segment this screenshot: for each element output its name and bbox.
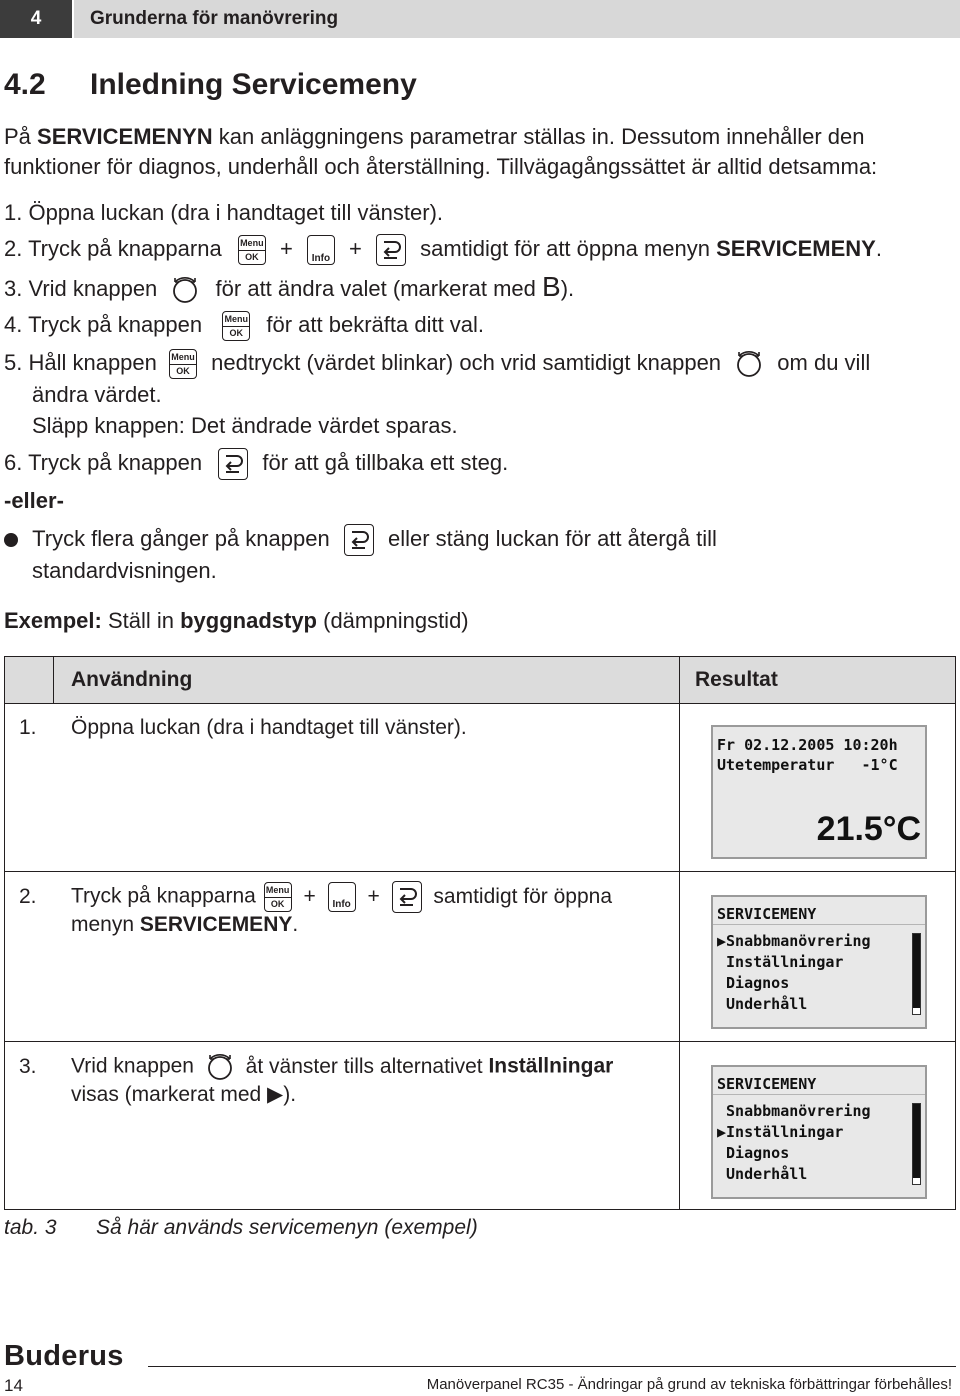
- page-number: 14: [4, 1376, 23, 1395]
- step-5-line-2: ändra värdet.: [32, 382, 162, 407]
- step-1: 1. Öppna luckan (dra i handtaget till vänster).: [4, 200, 444, 225]
- row-number: 3.: [19, 1055, 37, 1078]
- marker-symbol: B: [542, 271, 561, 302]
- example-text: Ställ in: [101, 608, 181, 633]
- example-text: (dämpningstid): [317, 608, 469, 633]
- chapter-number: 4: [0, 0, 72, 38]
- step-2: [4, 234, 882, 266]
- row-text-part: .: [292, 913, 299, 936]
- menu-item: Snabbmanövrering: [717, 1102, 871, 1120]
- step-5: [4, 348, 870, 380]
- row-text-part: åt vänster tills alternativet: [245, 1054, 483, 1078]
- step-text: för att ändra valet (markerat med: [215, 276, 536, 301]
- step-text: ).: [560, 276, 575, 301]
- intro-line-1: [4, 122, 865, 152]
- display-line: Fr 02.12.2005 10:20h: [717, 736, 898, 754]
- display-title: SERVICEMENY: [717, 1075, 817, 1093]
- intro-bold: SERVICEMENYN: [37, 124, 213, 149]
- step-text: om du vill: [777, 350, 871, 375]
- footer-note: Manöverpanel RC35 - Ändringar på grund av tekniska förbättringar förbehålles!: [426, 1376, 952, 1393]
- step-text: 5. Håll knappen: [4, 350, 157, 375]
- plus-sign: +: [303, 884, 316, 908]
- step-6: [4, 448, 508, 480]
- section-heading: [4, 68, 417, 102]
- room-temperature: 21.5°C: [816, 810, 921, 848]
- section-title: Inledning Servicemeny: [90, 68, 417, 101]
- bullet-icon: [4, 533, 18, 547]
- row-text: [71, 881, 612, 913]
- section-number: 4.2: [4, 68, 46, 101]
- example-bold: byggnadstyp: [180, 608, 317, 633]
- menu-ok-key-icon: Menu OK: [222, 311, 250, 341]
- bullet-step: [4, 524, 717, 556]
- row-text: Öppna luckan (dra i handtaget till vänster).: [71, 716, 467, 739]
- row-text-part: Tryck på knapparna: [71, 884, 256, 908]
- rotary-knob-icon: [169, 274, 201, 306]
- step-text: nedtryckt (värdet blinkar) och vrid samtidigt knappen: [211, 350, 722, 375]
- row-number: 1.: [19, 716, 37, 739]
- example-table: [4, 656, 956, 1210]
- step-5-line-3: Släpp knappen: Det ändrade värdet sparas.: [32, 413, 458, 438]
- rotary-knob-icon: [733, 348, 765, 380]
- scrollbar-fill: [913, 1104, 920, 1178]
- step-text: för att gå tillbaka ett steg.: [262, 450, 509, 475]
- row-text-bold: SERVICEMENY: [139, 913, 293, 936]
- menu-ok-key-icon: Menu OK: [264, 882, 292, 912]
- scrollbar: [912, 1103, 921, 1185]
- buderus-logo: Buderus: [4, 1340, 124, 1372]
- back-key-icon: [392, 881, 422, 913]
- back-key-icon: [376, 234, 406, 266]
- step-text: 3. Vrid knappen: [4, 276, 158, 301]
- menu-item: Inställningar: [717, 953, 844, 971]
- display-servicemenu-2: [711, 1065, 927, 1199]
- back-key-icon: [344, 524, 374, 556]
- intro-text: På: [4, 124, 38, 149]
- column-header-result: Resultat: [695, 668, 778, 691]
- row-text-part: Vrid knappen: [71, 1054, 194, 1078]
- step-text: Tryck flera gånger på knappen: [32, 526, 330, 551]
- plus-sign: +: [367, 884, 380, 908]
- menu-item: ▶Inställningar: [717, 1123, 844, 1141]
- menu-item: Diagnos: [717, 1144, 790, 1162]
- display-line: Utetemperatur -1°C: [717, 756, 898, 774]
- chapter-title: Grunderna för manövrering: [74, 0, 960, 38]
- example-heading: [4, 606, 469, 636]
- row-text-line-2: visas (markerat med ▶).: [71, 1083, 297, 1106]
- caption-text: Så här används servicemenyn (exempel): [96, 1216, 478, 1239]
- example-label: Exempel:: [4, 608, 102, 633]
- row-text-bold: Inställningar: [488, 1054, 614, 1078]
- info-key-icon: Info: [307, 235, 335, 265]
- intro-text: kan anläggningens parametrar ställas in. Dessutom innehåller den: [212, 124, 865, 149]
- row-text-part: menyn: [71, 913, 140, 936]
- step-4: [4, 310, 484, 341]
- scrollbar: [912, 933, 921, 1015]
- row-number: 2.: [19, 885, 37, 908]
- column-header-use: Användning: [71, 668, 193, 691]
- menu-item: Diagnos: [717, 974, 790, 992]
- row-text: [71, 1051, 613, 1083]
- info-key-icon: Info: [328, 882, 356, 912]
- step-text: samtidigt för att öppna menyn: [420, 236, 710, 261]
- menu-ok-key-icon: Menu OK: [238, 235, 266, 265]
- rotary-knob-icon: [204, 1051, 236, 1083]
- menu-item: Underhåll: [717, 1165, 808, 1183]
- step-text: .: [875, 236, 882, 261]
- or-separator: -eller-: [4, 488, 64, 513]
- plus-sign: +: [279, 236, 293, 261]
- table-caption: [4, 1216, 478, 1240]
- display-servicemenu-1: [711, 895, 927, 1029]
- display-title: SERVICEMENY: [717, 905, 817, 923]
- caption-label: tab. 3: [4, 1216, 57, 1239]
- display-standard: [711, 725, 927, 859]
- step-text: 2. Tryck på knapparna: [4, 236, 222, 261]
- step-text: eller stäng luckan för att återgå till: [387, 526, 717, 551]
- intro-line-2: funktioner för diagnos, underhåll och återställning. Tillvägagångssättet är alltid detsamma:: [4, 154, 878, 179]
- step-3: [4, 272, 574, 306]
- scrollbar-fill: [913, 934, 920, 1008]
- step-bold: SERVICEMENY: [716, 236, 876, 261]
- row-text-line-2: [71, 911, 298, 939]
- step-text: 6. Tryck på knappen: [4, 450, 203, 475]
- bullet-line-2: standardvisningen.: [32, 558, 217, 583]
- menu-ok-key-icon: Menu OK: [169, 349, 197, 379]
- row-text-part: samtidigt för öppna: [433, 884, 613, 908]
- menu-item: ▶Snabbmanövrering: [717, 932, 871, 950]
- footer-divider: [148, 1366, 956, 1367]
- menu-item: Underhåll: [717, 995, 808, 1013]
- step-text: för att bekräfta ditt val.: [266, 312, 485, 337]
- step-text: 4. Tryck på knappen: [4, 312, 203, 337]
- back-key-icon: [218, 448, 248, 480]
- plus-sign: +: [349, 236, 362, 261]
